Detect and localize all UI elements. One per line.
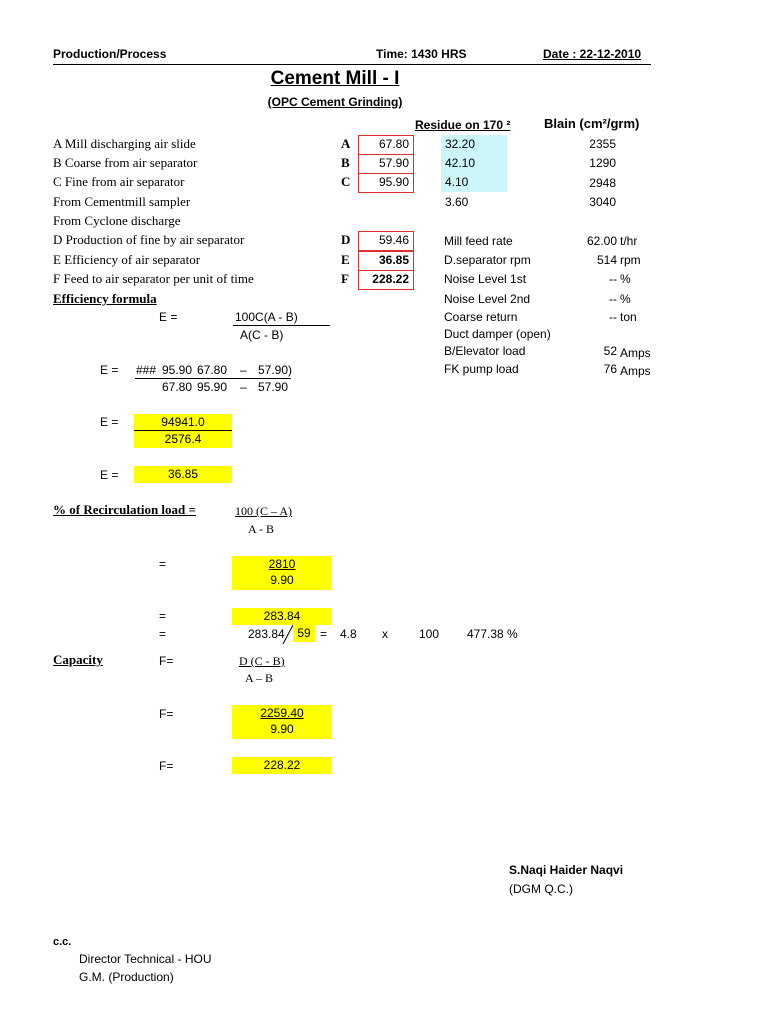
recirculation-eq1: = [159,557,167,571]
capacity-num-value: 2259.40 [260,706,304,720]
date-label: Date : 22-12-2010 [543,47,642,61]
blain-a: 2355 [589,137,616,151]
row-label-b: B Coarse from air separator [53,155,198,170]
row-key-b: B [341,155,350,170]
blain-c: 2948 [589,176,616,190]
efficiency-num-value: 94941.0 [161,415,205,429]
param-unit-feed: t/hr [620,234,638,248]
capacity-denominator: A – B [245,671,274,685]
efficiency-den-value: 2576.4 [164,432,202,446]
efficiency-sub-minus2: – [240,380,247,394]
row-label-sampler: From Cementmill sampler [53,194,191,209]
residue-header: Residue on 170 ² [415,118,511,132]
param-label-damper: Duct damper (open) [444,327,551,341]
efficiency-sub-hash: ### [136,363,157,377]
header-rule [53,64,651,65]
row-label-d: D Production of fine by air separator [53,232,245,247]
row-label-f: F Feed to air separator per unit of time [53,271,254,286]
param-label-pump: FK pump load [444,362,519,376]
residue-c: 4.10 [441,173,507,192]
efficiency-sub-b2: 57.90 [258,380,289,394]
value-a: 67.80 [358,135,414,155]
value-c: 95.90 [358,173,414,193]
row-label-c: C Fine from air separator [53,174,185,189]
capacity-f2-label: F= [159,707,174,721]
efficiency-heading: Efficiency formula [53,291,157,306]
param-unit-noise1: % [620,272,631,286]
efficiency-sub-e-label: E = [100,363,119,377]
param-unit-elevator: Amps [620,346,651,360]
row-key-d: D [341,232,351,247]
param-unit-coarse: ton [620,310,637,324]
efficiency-sub-a2: 67.80 [162,380,193,394]
capacity-f-label: F= [159,654,174,668]
department-label: Production/Process [53,47,167,61]
param-label-rpm: D.separator rpm [444,253,531,267]
efficiency-sub-c: 95.90 [162,363,193,377]
recirculation-numerator: 100 (C – A) [235,504,292,518]
recirculation-eq2: = [159,609,167,623]
recirculation-calc-result: 4.8 [340,627,357,641]
capacity-result: 228.22 [232,757,332,774]
blain-sampler: 3040 [589,195,616,209]
recirculation-heading: % of Recirculation load = [53,502,196,517]
efficiency-e3-label: E = [100,468,119,482]
recirculation-calc-value: 283.84 [248,627,285,641]
recirculation-num-value: 2810 [268,557,296,571]
row-label-cyclone: From Cyclone discharge [53,213,181,228]
param-unit-pump: Amps [620,364,651,378]
residue-b: 42.10 [441,154,507,173]
cc-recipient: G.M. (Production) [79,970,174,984]
capacity-den-value: 9.90 [270,722,294,736]
residue-a: 32.20 [441,135,507,154]
efficiency-sub-b1: 57.90) [258,363,293,377]
param-label-feed: Mill feed rate [444,234,513,248]
param-label-elevator: B/Elevator load [444,344,526,358]
recirculation-calc-eq: = [320,627,328,641]
signature-name: S.Naqi Haider Naqvi [509,863,624,877]
page-subtitle: (OPC Cement Grinding) [267,95,403,109]
param-label-noise2: Noise Level 2nd [444,292,531,306]
value-f: 228.22 [358,270,414,290]
efficiency-sub-c2: 95.90 [197,380,228,394]
param-value-elevator: 52 [603,344,617,358]
page-title: Cement Mill - I [270,68,400,89]
param-value-noise2: -- [609,292,617,306]
param-value-feed: 62.00 [586,234,617,248]
blain-b: 1290 [589,156,616,170]
value-b: 57.90 [358,154,414,174]
signature-designation: (DGM Q.C.) [509,882,573,896]
efficiency-e2-label: E = [100,415,119,429]
param-value-coarse: -- [609,310,617,324]
row-label-a: A Mill discharging air slide [53,136,196,151]
efficiency-sub-fraction-line [135,378,291,379]
efficiency-sub-a1: 67.80 [197,363,228,377]
param-label-coarse: Coarse return [444,310,518,324]
recirculation-denominator: A - B [248,522,275,536]
capacity-f3-label: F= [159,759,174,773]
param-unit-noise2: % [620,292,631,306]
recirculation-value1: 283.84 [232,608,332,625]
cc-label: c.c. [53,936,72,948]
recirculation-eq3: = [159,627,167,641]
row-key-f: F [341,271,349,286]
value-e: 36.85 [358,251,414,271]
blain-header: Blain (cm²/grm) [544,116,640,131]
time-label: Time: 1430 HRS [376,47,467,61]
residue-sampler: 3.60 [445,195,469,209]
row-key-c: C [341,174,351,189]
recirculation-calc-100: 100 [419,627,440,641]
param-value-pump: 76 [603,362,617,376]
capacity-yellow-fraction [232,705,332,739]
param-value-rpm: 514 [596,253,617,267]
row-key-e: E [341,252,350,267]
capacity-heading: Capacity [53,652,103,667]
value-d: 59.46 [358,231,414,251]
efficiency-sub-minus1: – [240,363,247,377]
param-unit-rpm: rpm [620,253,641,267]
efficiency-numerator: 100C(A - B) [235,310,298,324]
cc-recipient: Director Technical - HOU [79,952,212,966]
row-key-a: A [341,136,351,151]
recirculation-calc-final: 477.38 % [467,627,518,641]
recirculation-yellow-fraction [232,556,332,590]
recirculation-den-value: 9.90 [270,573,294,587]
param-label-noise1: Noise Level 1st [444,272,527,286]
row-label-e: E Efficiency of air separator [53,252,201,267]
efficiency-result: 36.85 [134,466,232,483]
efficiency-yellow-fraction [134,414,232,448]
param-value-noise1: -- [609,272,617,286]
efficiency-e-label: E = [159,310,178,324]
recirculation-calc-div: 59 [293,625,315,642]
efficiency-fraction-line [233,325,330,326]
capacity-numerator: D (C - B) [239,654,285,668]
recirculation-calc-x: x [382,627,388,641]
efficiency-denominator: A(C - B) [240,328,284,342]
